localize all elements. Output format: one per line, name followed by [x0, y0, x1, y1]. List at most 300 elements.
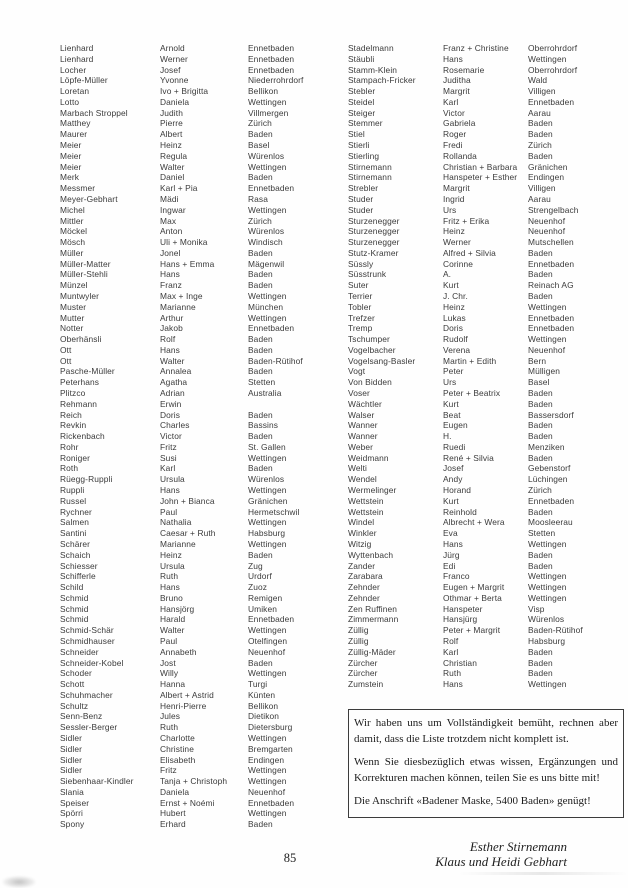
- surname-cell: Stemmer: [348, 118, 383, 129]
- list-row: [60, 733, 334, 744]
- firstname-cell: Mädi: [160, 193, 179, 204]
- surname-cell: Plitzco: [60, 388, 86, 398]
- place-cell: Wettingen: [528, 592, 567, 603]
- place-cell: Baden: [528, 290, 553, 301]
- list-row: [60, 485, 334, 496]
- firstname-cell: Hanspeter + Esther: [443, 172, 518, 183]
- surname-cell: Merk: [60, 172, 80, 183]
- name-list-right-column: [348, 43, 624, 690]
- place-cell: Baden: [248, 280, 273, 291]
- list-row: [60, 205, 334, 216]
- surname-cell: Spony: [60, 819, 85, 830]
- firstname-cell: Arthur: [160, 312, 184, 323]
- surname-cell: Schneider: [60, 646, 99, 657]
- firstname-cell: Susi: [160, 452, 177, 463]
- surname-cell: Wanner: [348, 420, 378, 431]
- firstname-cell: Hansjörg: [160, 603, 195, 614]
- scan-smudge: [2, 876, 36, 888]
- signature-line-1: Esther Stirnemann: [469, 839, 567, 854]
- list-row: [60, 765, 334, 776]
- list-row: [348, 302, 624, 313]
- surname-cell: Vogelsang-Basler: [348, 355, 416, 366]
- firstname-cell: Uli + Monika: [160, 237, 208, 248]
- firstname-cell: Hans: [443, 679, 463, 690]
- list-row: [348, 194, 624, 205]
- place-cell: Baden: [528, 398, 553, 409]
- list-row: [348, 129, 624, 140]
- firstname-cell: A.: [443, 269, 452, 280]
- place-cell: Baden: [528, 549, 553, 560]
- firstname-cell: Albert + Astrid: [160, 689, 214, 700]
- surname-cell: Sidler: [60, 743, 83, 754]
- place-cell: Mülligen: [528, 366, 560, 377]
- surname-cell: Wermelinger: [348, 485, 397, 496]
- list-row: [60, 183, 334, 194]
- surname-cell: Zimmermann: [348, 614, 399, 625]
- list-row: [60, 647, 334, 658]
- firstname-cell: Margrit: [443, 183, 470, 194]
- list-row: [348, 345, 624, 356]
- place-cell: Wettingen: [248, 161, 287, 172]
- surname-cell: Trefzer: [348, 312, 375, 323]
- surname-cell: Maurer: [60, 129, 88, 140]
- place-cell: Aarau: [528, 193, 551, 204]
- place-cell: Neuenhof: [528, 344, 566, 355]
- list-row: [60, 561, 334, 572]
- list-row: [60, 54, 334, 65]
- list-row: [60, 614, 334, 625]
- place-cell: Bellikon: [248, 700, 279, 711]
- list-row: [60, 366, 334, 377]
- firstname-cell: Caesar + Ruth: [160, 528, 216, 539]
- surname-cell: Rohr: [60, 441, 79, 452]
- place-cell: Wettingen: [528, 53, 567, 64]
- place-cell: Wettingen: [528, 571, 567, 582]
- surname-cell: Weber: [348, 441, 374, 452]
- surname-cell: Studer: [348, 193, 374, 204]
- firstname-cell: Kurt: [443, 495, 459, 506]
- surname-cell: Studer: [348, 204, 374, 215]
- list-row: [348, 647, 624, 658]
- place-cell: Ennetbaden: [528, 323, 575, 334]
- place-cell: Baden: [248, 366, 273, 377]
- firstname-cell: Rosemarie: [443, 64, 485, 75]
- list-row: [60, 86, 334, 97]
- surname-cell: Süsstrunk: [348, 269, 387, 280]
- firstname-cell: Jürg: [443, 549, 460, 560]
- surname-cell: Süssly: [348, 258, 374, 269]
- place-cell: Baden: [248, 269, 273, 280]
- list-row: [60, 226, 334, 237]
- surname-cell: Sidler: [60, 733, 83, 743]
- list-row: [348, 517, 624, 528]
- list-row: [60, 259, 334, 270]
- list-row: [60, 269, 334, 280]
- list-row: [348, 269, 624, 280]
- list-row: [348, 420, 624, 431]
- list-row: [348, 205, 624, 216]
- firstname-cell: Daniela: [160, 96, 190, 107]
- surname-cell: Schiesser: [60, 560, 98, 571]
- firstname-cell: Lukas: [443, 312, 466, 323]
- surname-cell: Mösch: [60, 237, 86, 248]
- list-row: [60, 216, 334, 227]
- surname-cell: Stiel: [348, 129, 365, 140]
- surname-cell: Windel: [348, 517, 375, 528]
- list-row: [60, 377, 334, 388]
- place-cell: Rasa: [248, 193, 268, 204]
- list-row: [60, 453, 334, 464]
- place-cell: Bellikon: [248, 86, 279, 97]
- firstname-cell: Kurt: [443, 280, 459, 291]
- firstname-cell: Victor: [160, 431, 182, 442]
- place-cell: Baden-Rütihof: [248, 355, 303, 366]
- surname-cell: Peterhans: [60, 377, 100, 388]
- firstname-cell: Rollanda: [443, 150, 477, 161]
- surname-cell: Stirnemann: [348, 161, 392, 172]
- place-cell: Baden-Rütihof: [528, 625, 583, 636]
- place-cell: Reinach AG: [528, 280, 574, 291]
- firstname-cell: Fritz + Erika: [443, 215, 490, 226]
- place-cell: Wettingen: [528, 582, 567, 593]
- place-cell: Ennetbaden: [528, 258, 575, 269]
- scan-edge-artifact: [458, 872, 628, 875]
- list-row: [348, 54, 624, 65]
- firstname-cell: Hans + Emma: [160, 258, 215, 269]
- firstname-cell: Rolf: [160, 334, 176, 345]
- place-cell: Gebenstorf: [528, 463, 571, 474]
- firstname-cell: Eugen: [443, 420, 468, 431]
- list-row: [60, 129, 334, 140]
- surname-cell: Roth: [60, 463, 79, 474]
- surname-cell: Stamm-Klein: [348, 64, 398, 75]
- firstname-cell: Arnold: [160, 43, 185, 53]
- surname-cell: Stierling: [348, 150, 380, 161]
- firstname-cell: Fredi: [443, 140, 463, 151]
- place-cell: Ennetbaden: [528, 96, 575, 107]
- list-row: [60, 118, 334, 129]
- firstname-cell: Yvonne: [160, 75, 189, 86]
- list-row: [348, 474, 624, 485]
- place-cell: Baden: [528, 118, 553, 129]
- firstname-cell: Ingrid: [443, 193, 465, 204]
- list-row: [348, 366, 624, 377]
- surname-cell: Locher: [60, 64, 87, 75]
- firstname-cell: Ruth: [160, 722, 179, 733]
- list-row: [60, 334, 334, 345]
- firstname-cell: Christian: [443, 657, 477, 668]
- place-cell: Wettingen: [248, 625, 287, 636]
- place-cell: Wettingen: [528, 334, 567, 345]
- surname-cell: Vogelbacher: [348, 344, 396, 355]
- surname-cell: Von Bidden: [348, 377, 392, 388]
- firstname-cell: Fritz: [160, 765, 177, 776]
- surname-cell: Wanner: [348, 431, 378, 442]
- list-row: [60, 162, 334, 173]
- firstname-cell: Karl: [443, 96, 459, 107]
- firstname-cell: Gabriela: [443, 118, 476, 129]
- list-row: [348, 75, 624, 86]
- list-row: [348, 571, 624, 582]
- surname-cell: Muster: [60, 301, 87, 312]
- list-row: [348, 162, 624, 173]
- surname-cell: Stampach-Fricker: [348, 75, 416, 86]
- list-row: [348, 463, 624, 474]
- list-row: [348, 485, 624, 496]
- list-row: [60, 248, 334, 259]
- firstname-cell: Agatha: [160, 377, 188, 388]
- place-cell: Habsburg: [248, 528, 286, 539]
- surname-cell: Terrier: [348, 290, 373, 301]
- place-cell: Zürich: [528, 140, 552, 151]
- firstname-cell: Josef: [443, 463, 464, 474]
- surname-cell: Suter: [348, 280, 369, 291]
- surname-cell: Schmidhauser: [60, 635, 115, 646]
- firstname-cell: Erhard: [160, 819, 186, 830]
- list-row: [348, 248, 624, 259]
- firstname-cell: Anton: [160, 226, 183, 237]
- place-cell: Stetten: [248, 377, 276, 388]
- place-cell: Habsburg: [528, 635, 566, 646]
- surname-cell: Zehnder: [348, 582, 380, 593]
- surname-cell: Rehmann: [60, 398, 98, 409]
- surname-cell: Siebenhaar-Kindler: [60, 776, 134, 787]
- list-row: [60, 442, 334, 453]
- place-cell: Turgi: [248, 679, 268, 690]
- list-row: [60, 679, 334, 690]
- surname-cell: Welti: [348, 463, 367, 474]
- list-row: [60, 474, 334, 485]
- firstname-cell: Eva: [443, 528, 458, 539]
- place-cell: Baden: [248, 463, 273, 474]
- place-cell: Baden: [248, 129, 273, 140]
- place-cell: Wettingen: [248, 733, 287, 743]
- place-cell: Baden: [248, 819, 273, 830]
- surname-cell: Russel: [60, 495, 87, 506]
- firstname-cell: Doris: [443, 323, 464, 334]
- place-cell: Bern: [528, 355, 547, 366]
- firstname-cell: Hans: [160, 582, 180, 593]
- firstname-cell: Peter: [443, 366, 464, 377]
- list-row: [60, 313, 334, 324]
- firstname-cell: Franz + Christine: [443, 43, 509, 53]
- surname-cell: Müller: [60, 247, 84, 258]
- place-cell: Gränichen: [248, 495, 288, 506]
- list-row: [60, 463, 334, 474]
- firstname-cell: Annalea: [160, 366, 192, 377]
- list-row: [60, 550, 334, 561]
- place-cell: Urdorf: [248, 571, 272, 582]
- list-row: [348, 453, 624, 464]
- place-cell: Neuenhof: [248, 646, 286, 657]
- firstname-cell: Werner: [443, 237, 471, 248]
- place-cell: Baden: [528, 646, 553, 657]
- list-row: [60, 410, 334, 421]
- firstname-cell: Reinhold: [443, 506, 477, 517]
- list-row: [348, 410, 624, 421]
- place-cell: Mägenwil: [248, 258, 285, 269]
- surname-cell: Sturzenegger: [348, 215, 400, 226]
- surname-cell: Walser: [348, 409, 375, 420]
- surname-cell: Lotto: [60, 96, 80, 107]
- firstname-cell: Rudolf: [443, 334, 468, 345]
- firstname-cell: Walter: [160, 355, 185, 366]
- firstname-cell: Hansjürg: [443, 614, 478, 625]
- place-cell: Wettingen: [528, 679, 567, 690]
- firstname-cell: Nathalia: [160, 517, 192, 528]
- firstname-cell: Annabeth: [160, 646, 197, 657]
- firstname-cell: Marianne: [160, 538, 196, 549]
- place-cell: München: [248, 301, 284, 312]
- surname-cell: Sturzenegger: [348, 226, 400, 237]
- place-cell: Oberrohrdorf: [528, 43, 578, 53]
- list-row: [60, 571, 334, 582]
- list-row: [60, 808, 334, 819]
- list-row: [60, 582, 334, 593]
- list-row: [60, 787, 334, 798]
- surname-cell: Voser: [348, 388, 370, 398]
- surname-cell: Speiser: [60, 797, 90, 808]
- surname-cell: Rüegg-Ruppli: [60, 474, 113, 485]
- surname-cell: Mittler: [60, 215, 84, 226]
- list-row: [348, 43, 624, 54]
- firstname-cell: Judith: [160, 107, 183, 118]
- place-cell: Zürich: [528, 485, 552, 496]
- list-row: [60, 711, 334, 722]
- firstname-cell: Margrit: [443, 86, 470, 97]
- list-row: [348, 291, 624, 302]
- surname-cell: Schmid-Schär: [60, 625, 114, 636]
- place-cell: Bassersdorf: [528, 409, 574, 420]
- place-cell: Wettingen: [248, 96, 287, 107]
- place-cell: Windisch: [248, 237, 283, 248]
- place-cell: Neuenhof: [528, 215, 566, 226]
- firstname-cell: Doris: [160, 409, 181, 420]
- place-cell: Zürich: [248, 118, 272, 129]
- place-cell: Otelfingen: [248, 635, 288, 646]
- list-row: [348, 259, 624, 270]
- list-row: [348, 183, 624, 194]
- place-cell: Baden: [528, 560, 553, 571]
- list-row: [60, 140, 334, 151]
- list-row: [348, 604, 624, 615]
- firstname-cell: Jost: [160, 657, 176, 668]
- place-cell: Ennetbaden: [248, 53, 295, 64]
- firstname-cell: Hans: [443, 53, 463, 64]
- firstname-cell: Heinz: [443, 301, 465, 312]
- place-cell: Hermetschwil: [248, 506, 300, 517]
- place-cell: Wettingen: [248, 776, 287, 787]
- place-cell: Dietersburg: [248, 722, 293, 733]
- surname-cell: Schmid: [60, 603, 89, 614]
- firstname-cell: Paul: [160, 506, 178, 517]
- firstname-cell: Charlotte: [160, 733, 195, 743]
- list-row: [348, 388, 624, 399]
- firstname-cell: Franz: [160, 280, 182, 291]
- surname-cell: Spörri: [60, 808, 83, 819]
- place-cell: Wettingen: [248, 668, 287, 679]
- surname-cell: Tschumper: [348, 334, 390, 345]
- surname-cell: Züllig-Mäder: [348, 646, 396, 657]
- surname-cell: Steidel: [348, 96, 375, 107]
- firstname-cell: Paul: [160, 635, 178, 646]
- list-row: [60, 65, 334, 76]
- firstname-cell: Hans: [443, 538, 463, 549]
- surname-cell: Stadelmann: [348, 43, 394, 53]
- firstname-cell: Jakob: [160, 323, 183, 334]
- list-row: [60, 237, 334, 248]
- firstname-cell: Josef: [160, 64, 181, 75]
- firstname-cell: Elisabeth: [160, 754, 196, 765]
- place-cell: Wettingen: [528, 301, 567, 312]
- list-row: [60, 399, 334, 410]
- surname-cell: Zürcher: [348, 668, 378, 679]
- list-row: [60, 194, 334, 205]
- list-row: [60, 528, 334, 539]
- list-row: [348, 151, 624, 162]
- list-row: [348, 668, 624, 679]
- list-row: [348, 86, 624, 97]
- surname-cell: Sidler: [60, 765, 83, 776]
- list-row: [348, 636, 624, 647]
- surname-cell: Münzel: [60, 280, 88, 291]
- surname-cell: Möckel: [60, 226, 88, 237]
- firstname-cell: Jonel: [160, 247, 181, 258]
- firstname-cell: Ivo + Brigitta: [160, 86, 209, 97]
- surname-cell: Slania: [60, 786, 84, 797]
- firstname-cell: Beat: [443, 409, 461, 420]
- firstname-cell: Urs: [443, 377, 457, 388]
- surname-cell: Pasche-Müller: [60, 366, 115, 377]
- list-row: [60, 722, 334, 733]
- place-cell: Baden: [248, 334, 273, 345]
- surname-cell: Tobler: [348, 301, 372, 312]
- firstname-cell: Corinne: [443, 258, 474, 269]
- firstname-cell: Regula: [160, 150, 188, 161]
- firstname-cell: Karl: [443, 646, 459, 657]
- firstname-cell: Henri-Pierre: [160, 700, 207, 711]
- firstname-cell: Horand: [443, 485, 472, 496]
- list-row: [60, 636, 334, 647]
- list-row: [60, 593, 334, 604]
- place-cell: Neuenhof: [528, 226, 566, 237]
- firstname-cell: Urs: [443, 204, 457, 215]
- firstname-cell: Tanja + Christoph: [160, 776, 228, 787]
- list-row: [60, 496, 334, 507]
- surname-cell: Lienhard: [60, 43, 94, 53]
- surname-cell: Salmen: [60, 517, 89, 528]
- place-cell: Baden: [248, 172, 273, 183]
- surname-cell: Züllig: [348, 635, 369, 646]
- place-cell: Baden: [528, 269, 553, 280]
- place-cell: Oberrohrdorf: [528, 64, 578, 75]
- surname-cell: Lienhard: [60, 53, 94, 64]
- firstname-cell: J. Chr.: [443, 290, 468, 301]
- surname-cell: Meier: [60, 140, 82, 151]
- place-cell: Villigen: [528, 183, 556, 194]
- firstname-cell: Max: [160, 215, 177, 226]
- list-row: [348, 539, 624, 550]
- list-row: [348, 323, 624, 334]
- list-row: [60, 658, 334, 669]
- name-list-left-column: [60, 43, 334, 830]
- place-cell: Basel: [528, 377, 550, 388]
- firstname-cell: Juditha: [443, 75, 471, 86]
- place-cell: Baden: [528, 657, 553, 668]
- place-cell: Bremgarten: [248, 743, 293, 754]
- surname-cell: Senn-Benz: [60, 711, 103, 722]
- list-row: [60, 755, 334, 766]
